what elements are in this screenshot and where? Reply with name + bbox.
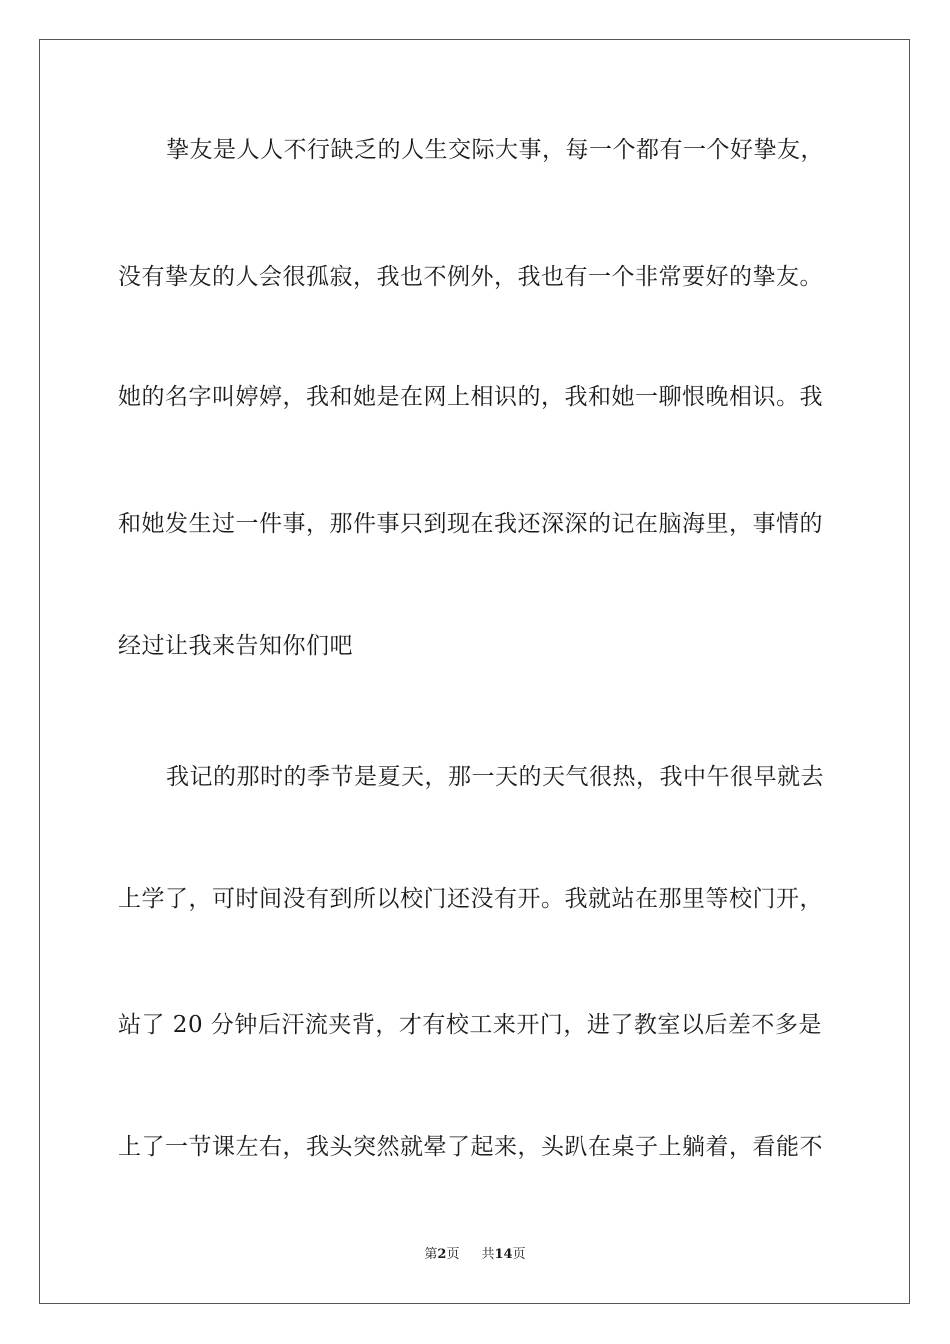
total-prefix: 共 <box>481 1247 495 1262</box>
paragraph-2-line-4: 上了一节课左右，我头突然就晕了起来，头趴在桌子上躺着，看能不 <box>118 1134 823 1160</box>
paragraph-1-line-5: 经过让我来告知你们吧 <box>118 633 353 659</box>
page-footer <box>0 1246 950 1264</box>
paragraph-2-line-2: 上学了，可时间没有到所以校门还没有开。我就站在那里等校门开， <box>118 886 823 912</box>
total-pages: 14 <box>494 1247 513 1262</box>
paragraph-2-line-3: 站了 20 分钟后汗流夹背，才有校工来开门，进了教室以后差不多是 <box>118 1012 822 1038</box>
paragraph-1-line-4: 和她发生过一件事，那件事只到现在我还深深的记在脑海里，事情的 <box>118 511 823 537</box>
paragraph-1-line-1: 挚友是人人不行缺乏的人生交际大事，每一个都有一个好挚友， <box>166 137 824 163</box>
page-border <box>39 39 910 1304</box>
paragraph-1-line-2: 没有挚友的人会很孤寂，我也不例外，我也有一个非常要好的挚友。 <box>118 264 823 290</box>
page-prefix: 第 <box>424 1247 438 1262</box>
page-suffix: 页 <box>446 1247 460 1262</box>
paragraph-2-line-1: 我记的那时的季节是夏天，那一天的天气很热，我中午很早就去 <box>166 764 824 790</box>
page-number: 2 <box>437 1247 447 1262</box>
paragraph-1-line-3: 她的名字叫婷婷，我和她是在网上相识的，我和她一聊恨晚相识。我 <box>118 384 823 410</box>
total-suffix: 页 <box>512 1247 526 1262</box>
